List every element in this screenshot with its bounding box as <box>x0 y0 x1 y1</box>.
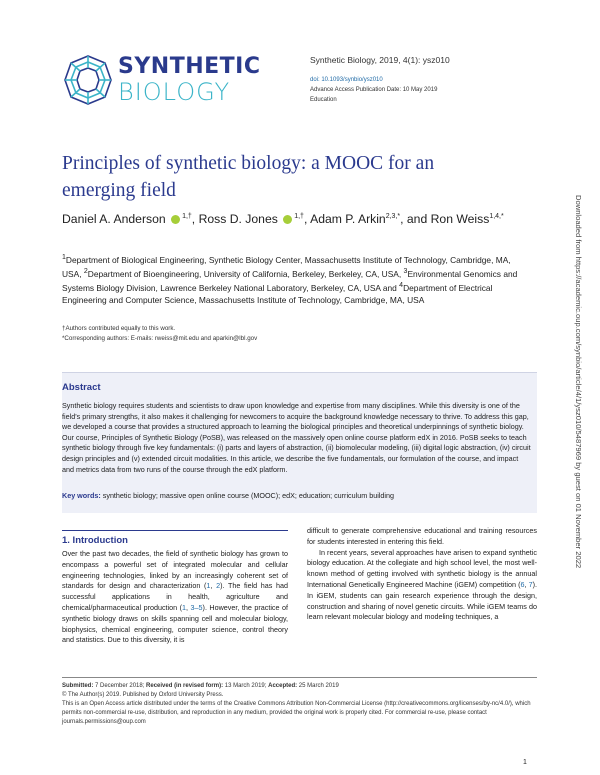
intro-right-column <box>307 526 537 623</box>
logo-line-2: BIOLOGY <box>118 78 231 106</box>
download-watermark: Downloaded from https://academic.oup.com/synbio/article/4/1/ysz010/5487969 by guest on 01 November 2022 <box>574 195 583 569</box>
submitted-label: Submitted: <box>62 683 94 689</box>
accepted-label: Accepted: <box>268 683 298 689</box>
keywords-label: Key words: <box>62 491 101 500</box>
license-text: This is an Open Access article distributed under the terms of the Creative Commons Attribution Non-Commercial License (http://creativecommons.org/licenses/by-nc/4.0/), which permits non-commercial re-use, distribution, and reproduction in any medium, provided the original work is properly cited. For commercial re-use, please contact journals.permissions@oup.com <box>62 701 531 725</box>
copyright: © The Author(s) 2019. Published by Oxford University Press. <box>62 692 224 698</box>
author-name[interactable]: Ross D. Jones <box>198 212 278 227</box>
article-title: Principles of synthetic biology: a MOOC for an emerging field <box>62 153 435 201</box>
affiliation-num: 3 <box>403 268 408 275</box>
ref-separator: , <box>186 602 191 612</box>
affiliations <box>62 252 532 306</box>
orcid-icon[interactable] <box>283 215 292 224</box>
footer-divider <box>62 677 537 678</box>
abstract-text: Synthetic biology requires students and scientists to draw upon knowledge and expertise from many disciplines. While this diversity is one of the field’s primary strengths, it also makes it challenging for newcomers to acquire the background knowledge necessary to thrive. To address this gap, we developed a course that provides a structured approach to learning the biological principles and theoretical underpinnings of synthetic biology. Our course, Principles of Synthetic Biology (PoSB), was released on the massively open online course platform edX in 2016. PoSB seeks to teach synthetic biology through five key fundamentals: (i) parts and layers of abstraction, (ii) biomolecular modeling, (iii) digital logic abstraction, (iv) circuit design principles and (v) extended circuit modalities. In this article, we describe the five fundamentals, our formulation of the course, and impact and metrics data from two runs of the course through the edX platform. <box>62 401 531 474</box>
section-divider <box>62 530 288 531</box>
keywords <box>62 491 532 500</box>
affiliation-num: 2 <box>83 268 88 275</box>
author-separator: , and <box>400 212 431 227</box>
affiliation-text: Department of Biological Engineering, Synthetic Biology Center, Massachusetts Institute of Technology, Cambridge, MA, USA, <box>62 254 511 279</box>
introduction-heading: 1. Introduction <box>62 535 128 546</box>
intro-text: ). The field has had successful applications in health, agriculture and chemical/pharmaceutical production ( <box>62 581 288 612</box>
intro-text: In recent years, several approaches have arisen to expand synthetic biology education. At the collegiate and high school level, the most well-known method of getting involved with synthetic biology is the annual International Genetically Engineered Machine (iGEM) competition ( <box>307 547 537 589</box>
author-separator: , <box>303 212 311 227</box>
corresponding-note: *Corresponding authors: E-mails: rweiss@mit.edu and aparkin@lbl.gov <box>62 334 258 342</box>
accepted-date: 25 March 2019 <box>297 683 339 689</box>
footer-notes <box>62 682 537 727</box>
intro-text: ). In iGEM, students can gain research experience through the design, construction and sharing of novel genetic circuits. While iGEM teams do learn relevant molecular biology and modeling techniques, a <box>307 579 537 622</box>
logo-wordmark <box>118 56 260 104</box>
article-meta <box>310 75 437 105</box>
affiliation-num: 4 <box>399 282 404 289</box>
section-label: Education <box>310 97 337 103</box>
abstract-heading: Abstract <box>62 382 101 393</box>
submitted-date: 7 December 2018; <box>93 683 147 689</box>
author-notes <box>62 324 532 343</box>
reference-link[interactable]: 2 <box>216 581 221 591</box>
affiliation-text: Department of Electrical Engineering and Computer Science, Massachusetts Institute of Technology, Cambridge, MA, USA <box>62 282 493 305</box>
intro-paragraph <box>307 548 537 624</box>
author-name[interactable]: Ron Weiss <box>430 212 490 227</box>
author-separator: , <box>191 212 199 227</box>
keywords-text: synthetic biology; massive open online course (MOOC); edX; education; curriculum building <box>102 491 394 500</box>
intro-left-column <box>62 549 288 646</box>
author-list <box>62 207 522 229</box>
intro-text: ). However, the practice of synthetic biology draws on skills spanning cell and molecular biology, biophysics, chemical engineering, computer science, control theory and statistics. Due to this diversity, it is <box>62 602 289 645</box>
reference-link[interactable]: 7 <box>528 579 533 589</box>
author-sup: 1,4,* <box>489 213 504 220</box>
advance-access-date: Advance Access Publication Date: 10 May 2019 <box>310 87 438 93</box>
equal-contribution-note: †Authors contributed equally to this work. <box>62 325 176 332</box>
reference-link[interactable]: 1 <box>182 602 187 612</box>
author-name[interactable]: Adam P. Arkin <box>310 212 386 227</box>
reference-link[interactable]: 6 <box>520 579 525 589</box>
author-sup: 2,3,* <box>385 213 401 220</box>
reference-link[interactable]: 3–5 <box>190 602 203 612</box>
submission-dates <box>62 682 537 691</box>
revised-label: Received (in revised form): <box>146 683 224 689</box>
revised-date: 13 March 2019; <box>223 683 269 689</box>
intro-text: Over the past two decades, the field of synthetic biology has grown to encompass a powerful set of integrated molecular and cellular engineering technologies, linked by an increasingly coherent set of standards for design and characterization ( <box>62 549 288 591</box>
intro-paragraph: difficult to generate comprehensive educational and training resources for students interested in entering this field. <box>307 526 537 546</box>
affiliation-num: 1 <box>62 254 66 261</box>
author-sup: 1,† <box>182 213 192 220</box>
author-name[interactable]: Daniel A. Anderson <box>62 212 166 227</box>
page-number: 1 <box>523 759 527 766</box>
orcid-icon[interactable] <box>171 215 180 224</box>
ref-separator: , <box>210 581 217 591</box>
affiliation-text: Department of Bioengineering, University of California, Berkeley, Berkeley, CA, USA, <box>87 268 404 279</box>
reference-link[interactable]: 1 <box>206 581 211 591</box>
author-sup: 1,† <box>294 213 304 220</box>
logo-line-1: SYNTHETIC <box>118 54 261 79</box>
affiliation-text: Environmental Genomics and Systems Biology Division, Lawrence Berkeley National Laboratory, Berkeley, CA, USA and <box>62 268 518 293</box>
ref-separator: , <box>524 579 529 589</box>
journal-citation: Synthetic Biology, 2019, 4(1): ysz010 <box>310 55 450 65</box>
doi-link[interactable]: doi: 10.1093/synbio/ysz010 <box>310 77 383 83</box>
